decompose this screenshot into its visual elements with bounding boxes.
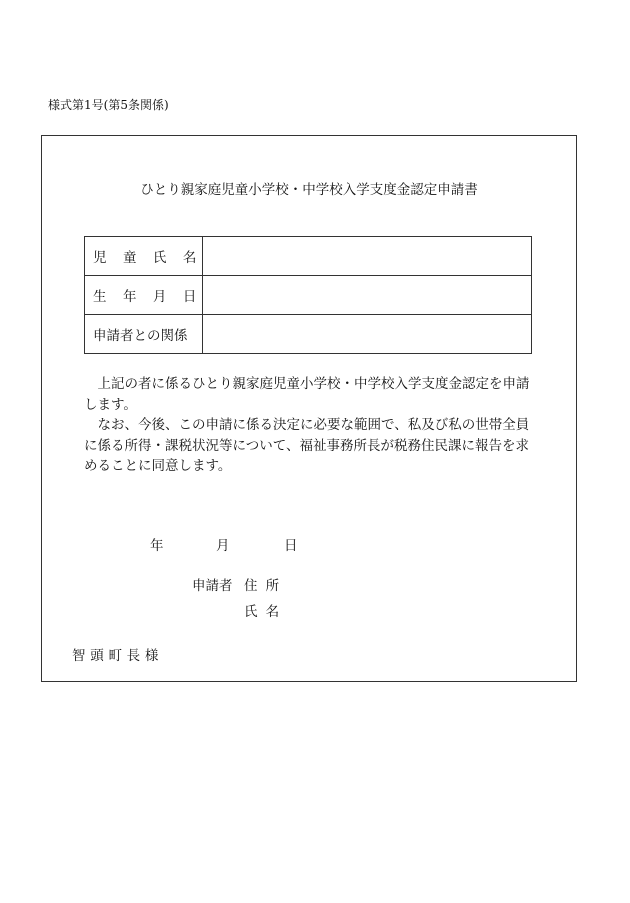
child-info-table <box>84 236 532 354</box>
table-row <box>85 237 532 276</box>
birth-date-label: 生 年 月 日 <box>85 276 203 315</box>
applicant-label: 申請者 <box>192 578 233 594</box>
application-paragraph: 上記の者に係るひとり親家庭児童小学校・中学校入学支度金認定を申請します。 <box>84 376 530 413</box>
table-row <box>85 315 532 354</box>
year-label: 年 <box>150 538 164 554</box>
month-label: 月 <box>216 538 230 554</box>
form-number-label: 様式第1号(第5条関係) <box>48 98 169 112</box>
consent-paragraph: なお、今後、この申請に係る決定に必要な範囲で、私及び私の世帯全員に係る所得・課税状況等について、福祉事務所長が税務住民課に報告を求めることに同意します。 <box>84 417 530 474</box>
table-row <box>85 276 532 315</box>
addressee: 智頭町長様 <box>72 648 164 664</box>
child-name-field[interactable] <box>203 237 532 276</box>
address-label: 住所 <box>244 578 288 594</box>
applicant-name-label: 氏名 <box>244 604 288 620</box>
relationship-label: 申請者との関係 <box>85 315 203 354</box>
application-form-frame <box>41 135 577 682</box>
day-label: 日 <box>284 538 298 554</box>
child-name-label: 児 童 氏 名 <box>85 237 203 276</box>
birth-date-field[interactable] <box>203 276 532 315</box>
application-statement <box>84 374 542 477</box>
document-title: ひとり親家庭児童小学校・中学校入学支度金認定申請書 <box>140 182 478 198</box>
relationship-field[interactable] <box>203 315 532 354</box>
